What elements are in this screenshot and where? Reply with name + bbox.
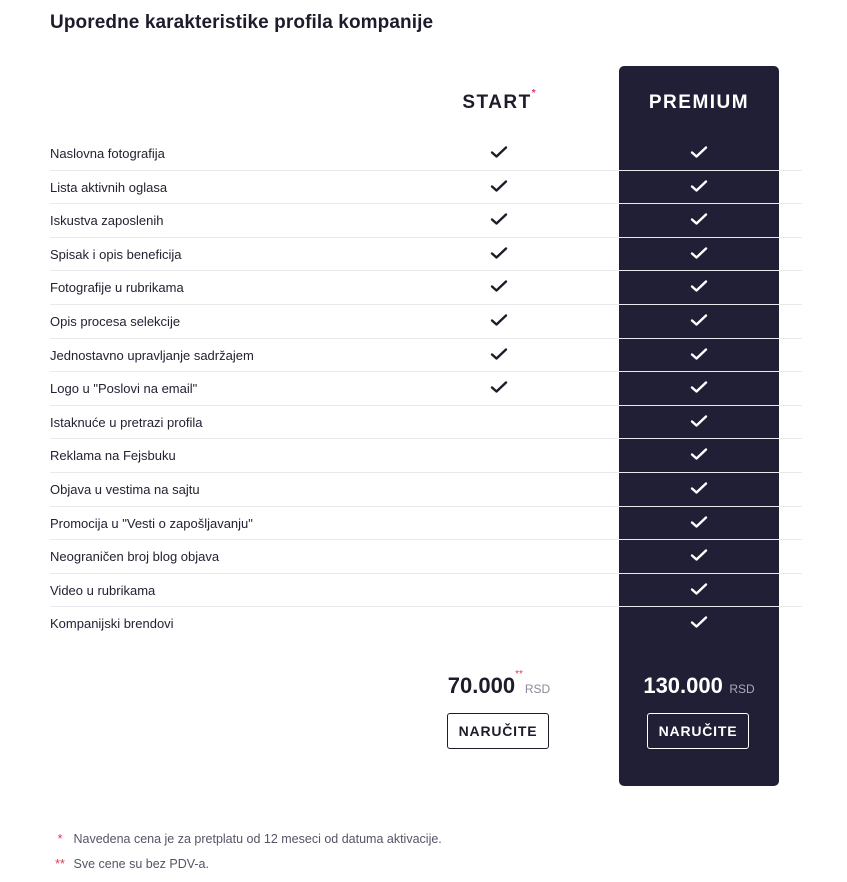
check-icon [690, 347, 708, 361]
feature-row [50, 507, 802, 541]
price-amount-premium: 130.000 [643, 673, 723, 698]
feature-label: Spisak i opis beneficija [50, 246, 182, 262]
order-button-premium[interactable]: NARUČITE [647, 713, 749, 749]
feature-row [50, 137, 802, 171]
feature-label: Opis procesa selekcije [50, 313, 181, 329]
check-icon [690, 515, 708, 529]
feature-label: Neograničen broj blog objava [50, 549, 220, 565]
feature-row [50, 305, 802, 339]
footnote-mark: ** [55, 857, 65, 871]
check-icon [690, 313, 708, 327]
footnote-price-period [50, 832, 442, 846]
check-icon [690, 380, 708, 394]
plan-header-start [419, 88, 579, 114]
feature-row [50, 271, 802, 305]
feature-label: Promocija u "Vesti o zapošljavanju" [50, 515, 253, 531]
feature-label: Istaknuće u pretrazi profila [50, 414, 203, 430]
plan-name-start-mark: * [531, 88, 536, 99]
check-icon [690, 481, 708, 495]
plan-name-start: START [462, 92, 532, 113]
feature-label: Jednostavno upravljanje sadržajem [50, 347, 254, 363]
feature-comparison-table [50, 137, 802, 641]
feature-row [50, 439, 802, 473]
check-icon [690, 548, 708, 562]
feature-label: Objava u vestima na sajtu [50, 481, 200, 497]
check-icon [690, 212, 708, 226]
check-icon [490, 145, 508, 159]
plan-name-premium: PREMIUM [648, 92, 750, 113]
footnote-mark: * [57, 832, 63, 846]
price-currency-premium: RSD [729, 682, 755, 696]
price-premium [619, 673, 779, 699]
feature-label: Video u rubrikama [50, 582, 156, 598]
feature-row [50, 473, 802, 507]
feature-row [50, 540, 802, 574]
footnote-text: Sve cene su bez PDV-a. [73, 857, 209, 871]
check-icon [690, 179, 708, 193]
footnote-vat [50, 857, 209, 871]
feature-label: Lista aktivnih oglasa [50, 179, 168, 195]
check-icon [690, 582, 708, 596]
price-amount-start: 70.000 [447, 673, 516, 698]
feature-row [50, 238, 802, 272]
check-icon [490, 179, 508, 193]
check-icon [690, 279, 708, 293]
feature-label: Reklama na Fejsbuku [50, 448, 176, 464]
price-start-mark: ** [515, 669, 523, 680]
feature-row [50, 204, 802, 238]
feature-row [50, 372, 802, 406]
footnote-text: Navedena cena je za pretplatu od 12 meseci od datuma aktivacije. [73, 832, 442, 846]
feature-row [50, 574, 802, 608]
price-currency-start: RSD [524, 682, 551, 696]
check-icon [690, 414, 708, 428]
feature-row [50, 406, 802, 440]
check-icon [690, 246, 708, 260]
feature-label: Iskustva zaposlenih [50, 213, 164, 229]
feature-row [50, 607, 802, 641]
feature-label: Naslovna fotografija [50, 146, 165, 161]
page-title: Uporedne karakteristike profila kompanije [50, 12, 434, 33]
check-icon [490, 279, 508, 293]
check-icon [490, 347, 508, 361]
check-icon [490, 380, 508, 394]
feature-label: Logo u "Poslovi na email" [50, 381, 198, 397]
check-icon [490, 313, 508, 327]
order-button-start[interactable]: NARUČITE [447, 713, 549, 749]
feature-label: Kompanijski brendovi [50, 616, 174, 632]
plan-header-premium [619, 92, 779, 114]
feature-label: Fotografije u rubrikama [50, 280, 184, 296]
check-icon [690, 447, 708, 461]
check-icon [690, 615, 708, 629]
price-start [419, 669, 579, 699]
check-icon [490, 246, 508, 260]
check-icon [490, 212, 508, 226]
check-icon [690, 145, 708, 159]
feature-row [50, 171, 802, 205]
feature-row [50, 339, 802, 373]
